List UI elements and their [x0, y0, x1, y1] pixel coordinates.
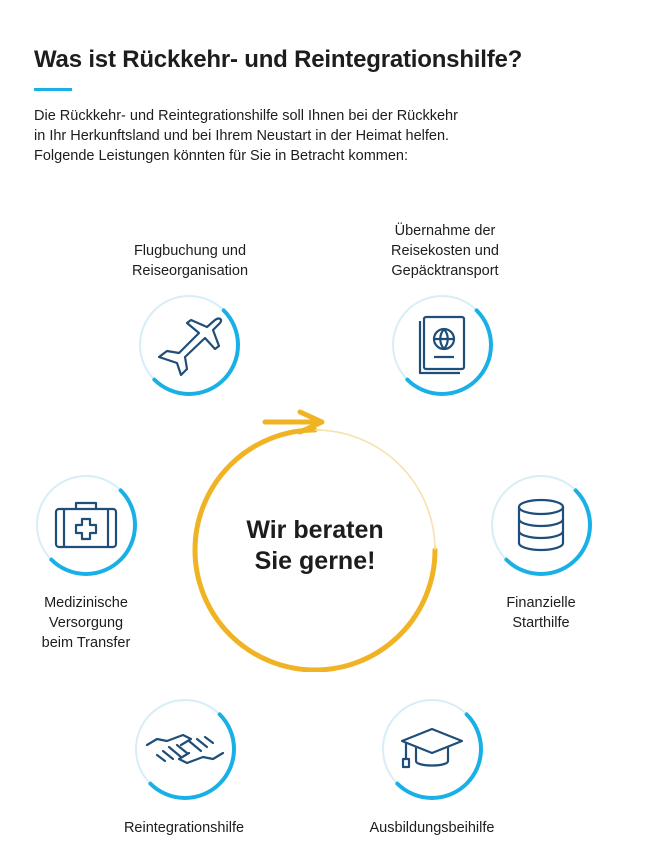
passport-icon: [420, 317, 464, 373]
airplane-icon: [159, 319, 221, 375]
intro-line: in Ihr Herkunftsland und bei Ihrem Neustart in der Heimat helfen.: [34, 128, 450, 144]
title-underline: [34, 88, 72, 91]
service-label-line: Versorgung: [48, 615, 124, 631]
service-medical-care: [34, 473, 138, 577]
service-label-line: Reisekosten und: [390, 243, 499, 259]
coins-icon: [519, 500, 563, 550]
service-start-aid: [489, 473, 593, 577]
service-education-aid: [380, 697, 484, 801]
center-message: [210, 515, 420, 577]
page-title: Was ist Rückkehr- und Reintegrationshilfe?: [34, 46, 523, 73]
service-label-education-aid: [350, 818, 514, 838]
service-label-line: beim Transfer: [41, 635, 131, 651]
medical-kit-icon: [56, 503, 116, 547]
service-label-line: Starthilfe: [512, 615, 570, 631]
service-label-line: Gepäcktransport: [391, 263, 499, 279]
service-label-line: Flugbuchung und: [133, 243, 247, 259]
service-label-travel-costs: [363, 221, 527, 281]
intro-line: Die Rückkehr- und Reintegrationshilfe soll Ihnen bei der Rückkehr: [34, 108, 458, 124]
service-label-flight: [108, 241, 272, 281]
handshake-icon: [147, 735, 223, 763]
graduation-cap-icon: [402, 729, 462, 767]
service-label-line: Reiseorganisation: [131, 263, 249, 279]
service-label-start-aid: [480, 593, 602, 633]
service-reintegration: [133, 697, 237, 801]
service-label-line: Medizinische: [44, 595, 128, 611]
service-label-line: Finanzielle: [506, 595, 576, 611]
center-line: Wir beraten: [246, 516, 384, 544]
center-line: Sie gerne!: [254, 547, 376, 575]
service-label-line: Ausbildungsbeihilfe: [369, 820, 495, 836]
intro-line: Folgende Leistungen könnten für Sie in Betracht kommen:: [34, 148, 409, 164]
service-label-line: Übernahme der: [394, 223, 496, 239]
service-travel-costs: [390, 293, 494, 397]
service-label-reintegration: [102, 818, 266, 838]
service-label-line: Reintegrationshilfe: [123, 820, 245, 836]
service-flight: [137, 293, 241, 397]
intro-text: [34, 106, 594, 166]
service-label-medical-care: [20, 593, 152, 653]
